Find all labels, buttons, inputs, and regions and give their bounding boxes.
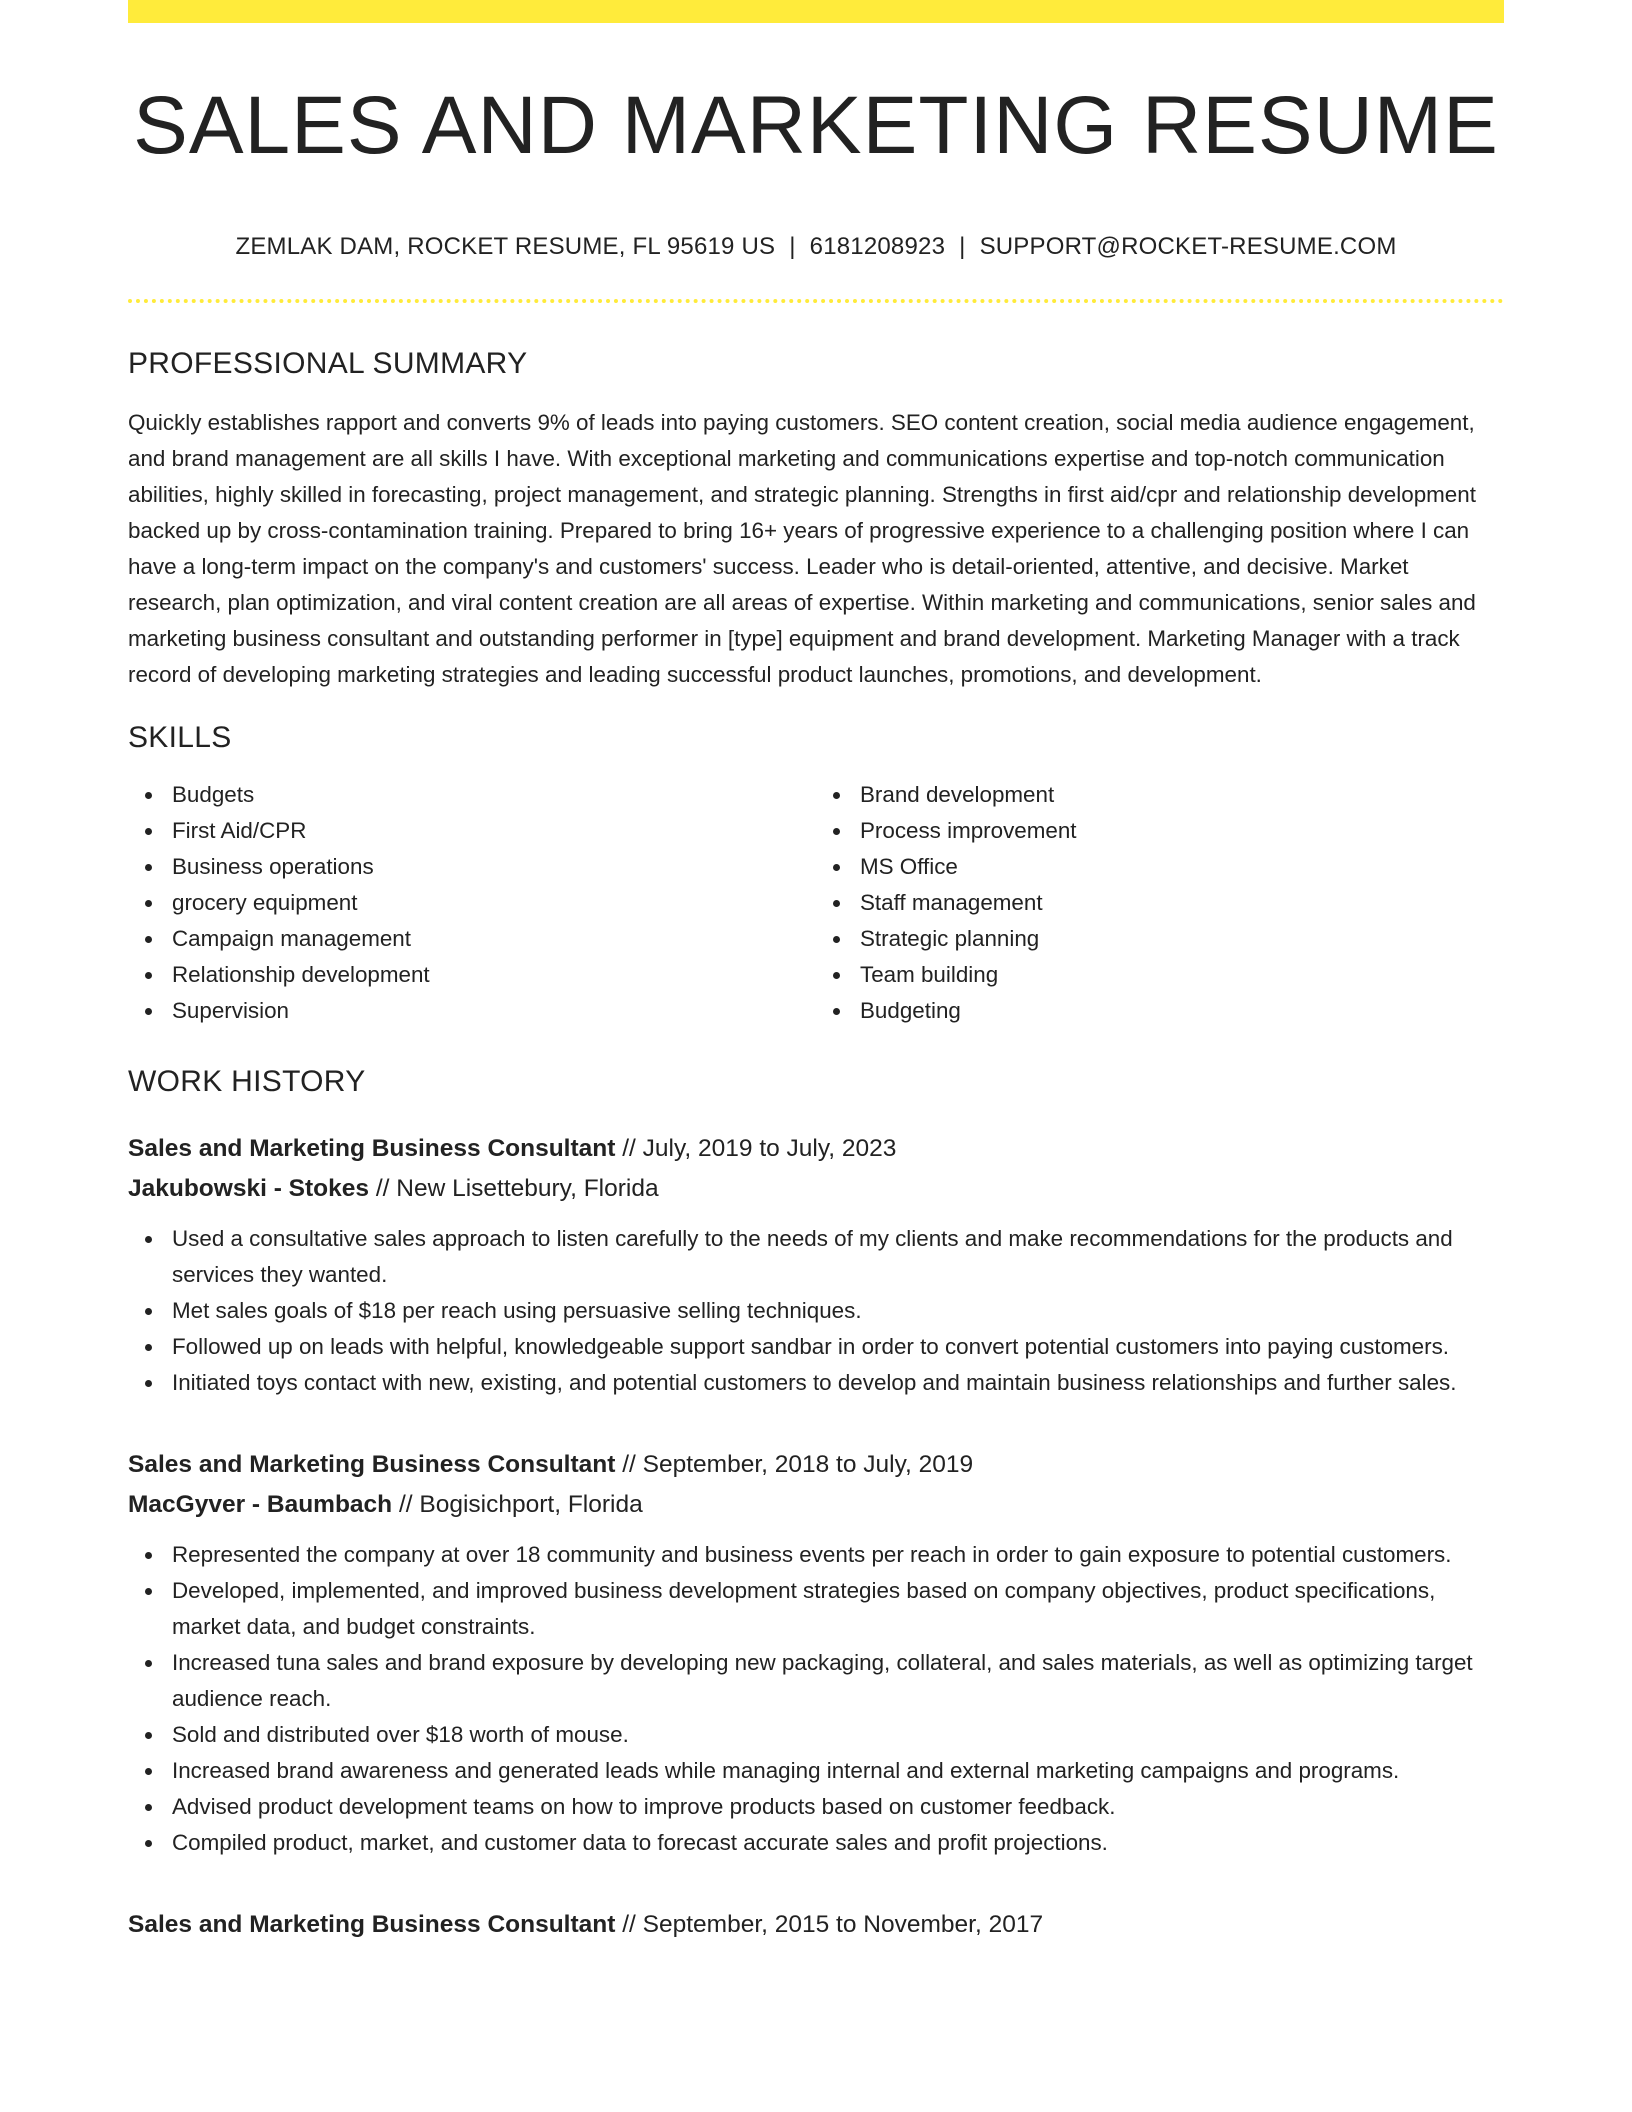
job-bullet: Developed, implemented, and improved business development strategies based on company objectives, product specifications, market data, and budget constraints. — [172, 1573, 1504, 1645]
skill-item: Team building — [860, 957, 1504, 993]
dotted-divider — [128, 299, 1504, 303]
contact-separator: | — [959, 233, 966, 260]
skill-item: Supervision — [172, 993, 816, 1029]
job-bullet: Followed up on leads with helpful, knowledgeable support sandbar in order to convert potential customers into paying customers. — [172, 1329, 1504, 1365]
job-title-line — [128, 1445, 1504, 1485]
job-bullets — [128, 1221, 1504, 1401]
contact-email: SUPPORT@ROCKET-RESUME.COM — [979, 233, 1397, 260]
job-company: MacGyver - Baumbach — [128, 1491, 393, 1518]
job-bullet: Increased brand awareness and generated leads while managing internal and external marketing campaigns and programs. — [172, 1753, 1504, 1789]
skill-item: Budgeting — [860, 993, 1504, 1029]
job-bullet: Advised product development teams on how to improve products based on customer feedback. — [172, 1789, 1504, 1825]
contact-address: ZEMLAK DAM, ROCKET RESUME, FL 95619 US — [235, 233, 776, 260]
job-entry — [128, 1129, 1504, 1401]
skills-list — [128, 777, 1504, 1029]
job-company-line — [128, 1485, 1504, 1525]
skill-item: Staff management — [860, 885, 1504, 921]
job-title-line — [128, 1905, 1504, 1945]
summary-text: Quickly establishes rapport and converts 9% of leads into paying customers. SEO content creation, social media audience engagement, and brand management are all skills I have. With exceptional marketing and communications expertise and top-notch communication abilities, highly skilled in forecasting, project management, and strategic planning. Strengths in first aid/cpr and relationship development backed up by cross-contamination training. Prepared to bring 16+ years of progressive experience to a challenging position where I can have a long-term impact on the company's and customers' success. Leader who is detail-oriented, attentive, and decisive. Market research, plan optimization, and viral content creation are all areas of expertise. Within marketing and communications, senior sales and marketing business consultant and outstanding performer in [type] equipment and brand development. Marketing Manager with a track record of developing marketing strategies and leading successful product launches, promotions, and development. — [128, 410, 1476, 687]
job-company: Jakubowski - Stokes — [128, 1175, 370, 1202]
job-bullet: Used a consultative sales approach to listen carefully to the needs of my clients and make recommendations for the products and services they wanted. — [172, 1221, 1504, 1293]
job-dates: // July, 2019 to July, 2023 — [622, 1135, 897, 1162]
job-company-line — [128, 1169, 1504, 1209]
job-bullet: Met sales goals of $18 per reach using persuasive selling techniques. — [172, 1293, 1504, 1329]
skills-heading: SKILLS — [128, 721, 232, 754]
summary-heading: PROFESSIONAL SUMMARY — [128, 347, 528, 380]
job-title: Sales and Marketing Business Consultant — [128, 1135, 616, 1162]
job-entry — [128, 1905, 1504, 1945]
skills-column-left — [128, 777, 816, 1029]
contact-line — [128, 233, 1504, 261]
job-dates: // September, 2015 to November, 2017 — [622, 1911, 1044, 1938]
job-dates: // September, 2018 to July, 2019 — [622, 1451, 974, 1478]
skill-item: Budgets — [172, 777, 816, 813]
job-bullets — [128, 1537, 1504, 1861]
job-bullet: Sold and distributed over $18 worth of mouse. — [172, 1717, 1504, 1753]
job-title-line — [128, 1129, 1504, 1169]
skill-item: Relationship development — [172, 957, 816, 993]
skill-item: MS Office — [860, 849, 1504, 885]
job-title: Sales and Marketing Business Consultant — [128, 1911, 616, 1938]
resume-page — [128, 0, 1504, 1945]
job-location: // New Lisettebury, Florida — [375, 1175, 659, 1202]
skill-item: Brand development — [860, 777, 1504, 813]
skill-item: Business operations — [172, 849, 816, 885]
skills-column-right — [816, 777, 1504, 1029]
contact-phone: 6181208923 — [809, 233, 946, 260]
job-bullet: Initiated toys contact with new, existing, and potential customers to develop and maintain business relationships and further sales. — [172, 1365, 1504, 1401]
job-title: Sales and Marketing Business Consultant — [128, 1451, 616, 1478]
job-bullet: Increased tuna sales and brand exposure by developing new packaging, collateral, and sales materials, as well as optimizing target audience reach. — [172, 1645, 1504, 1717]
top-accent-bar — [128, 0, 1504, 23]
contact-separator: | — [789, 233, 796, 260]
work-history-heading: WORK HISTORY — [128, 1065, 366, 1098]
job-bullet: Represented the company at over 18 community and business events per reach in order to gain exposure to potential customers. — [172, 1537, 1504, 1573]
skill-item: Process improvement — [860, 813, 1504, 849]
skill-item: Strategic planning — [860, 921, 1504, 957]
job-location: // Bogisichport, Florida — [398, 1491, 643, 1518]
resume-title: SALES AND MARKETING RESUME — [133, 80, 1499, 171]
skill-item: First Aid/CPR — [172, 813, 816, 849]
skill-item: Campaign management — [172, 921, 816, 957]
skill-item: grocery equipment — [172, 885, 816, 921]
job-bullet: Compiled product, market, and customer data to forecast accurate sales and profit projections. — [172, 1825, 1504, 1861]
job-entry — [128, 1445, 1504, 1861]
